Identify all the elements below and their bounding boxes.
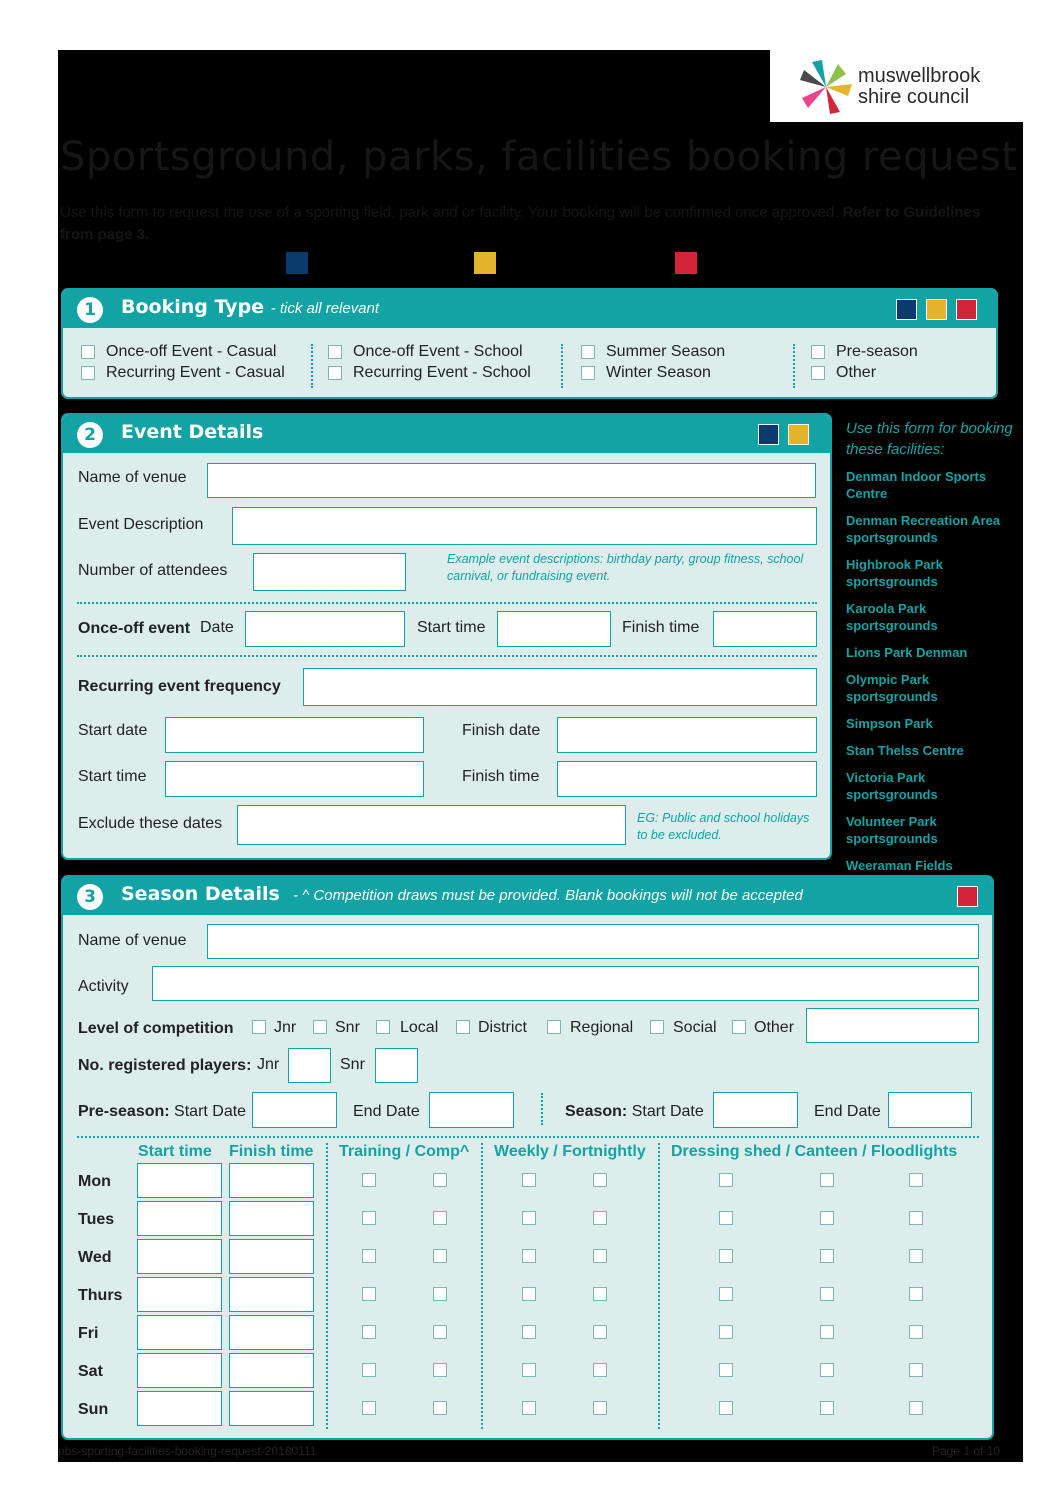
- column-finish-time: Finish time: [229, 1143, 314, 1160]
- checkbox-comp[interactable]: [433, 1325, 447, 1339]
- checkbox-weekly[interactable]: [522, 1211, 536, 1225]
- checkbox-fortnightly[interactable]: [593, 1173, 607, 1187]
- level-label: Level of competition: [78, 1020, 234, 1037]
- day-label: Sun: [78, 1401, 109, 1418]
- facilities-list: [846, 418, 1016, 901]
- facility-item: Olympic Park sportsgrounds: [846, 672, 938, 704]
- season-end-label: End Date: [814, 1103, 881, 1120]
- example-hint: Example event descriptions: birthday party, group fitness, school carnival, or fundraising event.: [447, 552, 804, 583]
- checkbox-training[interactable]: [362, 1325, 376, 1339]
- event-details-section: [61, 413, 832, 860]
- checkbox-dressing-shed[interactable]: [719, 1249, 733, 1263]
- start-time-input[interactable]: [137, 1277, 222, 1312]
- level-option: Snr: [335, 1019, 360, 1036]
- option-label: Summer Season: [606, 343, 726, 360]
- checkbox-recurring-casual[interactable]: [81, 366, 95, 380]
- start-time-input[interactable]: [137, 1163, 222, 1198]
- once-off-date-input[interactable]: [245, 611, 405, 647]
- level-option: District: [478, 1019, 527, 1036]
- recurring-finish-date-input[interactable]: [557, 717, 817, 753]
- exclude-dates-input[interactable]: [237, 805, 626, 845]
- date-label: Date: [200, 619, 234, 636]
- season-start-input[interactable]: [713, 1092, 798, 1128]
- checkbox-training[interactable]: [362, 1363, 376, 1377]
- facility-item: Denman Indoor Sports Centre: [846, 469, 987, 501]
- checkbox-fortnightly[interactable]: [593, 1249, 607, 1263]
- level-other-input[interactable]: [806, 1008, 979, 1043]
- players-snr-input[interactable]: [375, 1048, 418, 1083]
- facility-item: Lions Park Denman: [846, 645, 968, 660]
- checkbox-dressing-shed[interactable]: [719, 1211, 733, 1225]
- section-number: 2: [77, 422, 103, 448]
- checkbox-level-other[interactable]: [732, 1020, 746, 1034]
- checkbox-level-snr[interactable]: [313, 1020, 327, 1034]
- council-logo-text: [858, 66, 980, 108]
- activity-label: Activity: [78, 978, 129, 995]
- facility-item: Karoola Park sportsgrounds: [846, 601, 938, 633]
- checkbox-training[interactable]: [362, 1173, 376, 1187]
- section-number: 3: [77, 884, 103, 910]
- checkbox-summer-season[interactable]: [581, 345, 595, 359]
- checkbox-weekly[interactable]: [522, 1363, 536, 1377]
- checkbox-comp[interactable]: [433, 1249, 447, 1263]
- start-time-input[interactable]: [137, 1315, 222, 1350]
- header-yellow-square: [788, 424, 809, 445]
- checkbox-pre-season[interactable]: [811, 345, 825, 359]
- divider: [77, 655, 817, 657]
- option-label: Pre-season: [836, 343, 918, 360]
- description-input[interactable]: [232, 507, 817, 545]
- checkbox-comp[interactable]: [433, 1173, 447, 1187]
- venue-label: Name of venue: [78, 932, 187, 949]
- checkbox-comp[interactable]: [433, 1401, 447, 1415]
- preseason-end-input[interactable]: [429, 1092, 514, 1128]
- activity-input[interactable]: [152, 966, 979, 1001]
- checkbox-dressing-shed[interactable]: [719, 1325, 733, 1339]
- frequency-input[interactable]: [303, 668, 817, 706]
- facility-item: Stan Thelss Centre: [846, 743, 964, 758]
- footer-page-number: Page 1 of 10: [932, 1444, 1001, 1458]
- start-time-input[interactable]: [137, 1391, 222, 1426]
- start-time-input[interactable]: [137, 1353, 222, 1388]
- players-jnr-input[interactable]: [288, 1048, 331, 1083]
- facility-item: Victoria Park sportsgrounds: [846, 770, 938, 802]
- level-option: Regional: [570, 1019, 634, 1036]
- day-label: Mon: [78, 1173, 111, 1190]
- frequency-label: Recurring event frequency: [78, 678, 281, 695]
- option-label: Winter Season: [606, 364, 711, 381]
- players-label: No. registered players:: [78, 1057, 252, 1074]
- divider: [311, 344, 313, 388]
- finish-time-input[interactable]: [229, 1239, 314, 1274]
- finish-time-input[interactable]: [229, 1353, 314, 1388]
- checkbox-fortnightly[interactable]: [593, 1363, 607, 1377]
- checkbox-recurring-school[interactable]: [328, 366, 342, 380]
- divider: [561, 344, 563, 388]
- header-red-square: [957, 886, 978, 907]
- checkbox-training[interactable]: [362, 1249, 376, 1263]
- facility-item: Highbrook Park sportsgrounds: [846, 557, 943, 589]
- checkbox-canteen[interactable]: [820, 1249, 834, 1263]
- section-number: 1: [77, 297, 103, 323]
- checkbox-level-local[interactable]: [376, 1020, 390, 1034]
- header-navy-square: [758, 424, 779, 445]
- finish-time-input[interactable]: [229, 1163, 314, 1198]
- preseason-start-input[interactable]: [252, 1092, 337, 1128]
- start-time-input[interactable]: [137, 1201, 222, 1236]
- finish-time-input[interactable]: [229, 1277, 314, 1312]
- logo-line-2: shire council: [858, 86, 970, 108]
- booking-type-section: [61, 288, 998, 399]
- venue-input[interactable]: [207, 463, 816, 498]
- checkbox-level-jnr[interactable]: [252, 1020, 266, 1034]
- footer-document-code: pbs-sporting-facilities-booking-request-20180111: [58, 1444, 317, 1458]
- start-time-label: Start time: [417, 619, 486, 636]
- start-time-label: Start time: [78, 768, 147, 785]
- checkbox-level-regional[interactable]: [547, 1020, 561, 1034]
- recurring-start-time-input[interactable]: [165, 761, 424, 797]
- checkbox-canteen[interactable]: [820, 1211, 834, 1225]
- divider: [658, 1143, 660, 1429]
- checkbox-canteen[interactable]: [820, 1173, 834, 1187]
- option-label: Recurring Event - Casual: [106, 364, 285, 381]
- facility-item: Simpson Park: [846, 716, 933, 731]
- checkbox-once-off-school[interactable]: [328, 345, 342, 359]
- facility-item: Denman Recreation Area sportsgrounds: [846, 513, 1001, 545]
- recurring-finish-time-input[interactable]: [557, 761, 817, 797]
- checkbox-once-off-casual[interactable]: [81, 345, 95, 359]
- section-header: [63, 415, 830, 453]
- facility-item: Weeraman Fields: [846, 858, 953, 873]
- facility-item: Volunteer Park sportsgrounds: [846, 814, 938, 846]
- checkbox-floodlights[interactable]: [909, 1211, 923, 1225]
- venue-label: Name of venue: [78, 469, 187, 486]
- level-option: Local: [400, 1019, 439, 1036]
- checkbox-dressing-shed[interactable]: [719, 1401, 733, 1415]
- header-yellow-square: [926, 299, 947, 320]
- option-label: Other: [836, 364, 877, 381]
- description-label: Event Description: [78, 516, 204, 533]
- section-title: Season Details - ^ Competition draws must be provided. Blank bookings will not be accepted: [121, 883, 803, 905]
- column-start-time: Start time: [138, 1143, 212, 1160]
- option-label: Once-off Event - Casual: [106, 343, 277, 360]
- page-title: Sportsground, parks, facilities booking request: [60, 134, 1018, 180]
- checkbox-level-social[interactable]: [650, 1020, 664, 1034]
- checkbox-floodlights[interactable]: [909, 1287, 923, 1301]
- checkbox-weekly[interactable]: [522, 1287, 536, 1301]
- level-option: Other: [754, 1019, 795, 1036]
- divider: [77, 602, 817, 604]
- checkbox-dressing-shed[interactable]: [719, 1363, 733, 1377]
- attendees-input[interactable]: [253, 553, 406, 591]
- finish-time-input[interactable]: [229, 1315, 314, 1350]
- exclude-dates-label: Exclude these dates: [78, 815, 223, 832]
- checkbox-floodlights[interactable]: [909, 1363, 923, 1377]
- legend-red-square: [675, 252, 697, 274]
- option-label: Once-off Event - School: [353, 343, 523, 360]
- finish-time-label: Finish time: [622, 619, 700, 636]
- checkbox-floodlights[interactable]: [909, 1173, 923, 1187]
- intro-text: [60, 202, 1005, 246]
- finish-time-input[interactable]: [229, 1201, 314, 1236]
- checkbox-canteen[interactable]: [820, 1325, 834, 1339]
- checkbox-floodlights[interactable]: [909, 1401, 923, 1415]
- section-title: Event Details: [121, 421, 264, 443]
- checkbox-canteen[interactable]: [820, 1401, 834, 1415]
- exclude-hint: EG: Public and school holidays to be excluded.: [637, 811, 810, 842]
- level-option: Jnr: [274, 1019, 297, 1036]
- facilities-heading: Use this form for booking these facilities:: [846, 420, 1013, 458]
- checkbox-floodlights[interactable]: [909, 1249, 923, 1263]
- section-title: Booking Type - tick all relevant: [121, 296, 380, 318]
- day-label: Sat: [78, 1363, 103, 1380]
- header-navy-square: [896, 299, 917, 320]
- checkbox-training[interactable]: [362, 1287, 376, 1301]
- option-label: Recurring Event - School: [353, 364, 531, 381]
- recurring-start-date-input[interactable]: [165, 717, 424, 753]
- checkbox-other[interactable]: [811, 366, 825, 380]
- checkbox-winter-season[interactable]: [581, 366, 595, 380]
- season-label: Season: Start Date: [565, 1103, 704, 1120]
- start-date-label: Start date: [78, 722, 148, 739]
- season-details-section: [61, 875, 994, 1440]
- once-off-label: Once-off event: [78, 620, 191, 637]
- column-weekly-fortnightly: Weekly / Fortnightly: [494, 1143, 646, 1160]
- divider: [77, 1136, 979, 1138]
- level-option: Social: [673, 1019, 717, 1036]
- once-off-start-time-input[interactable]: [497, 611, 611, 647]
- season-end-input[interactable]: [888, 1092, 972, 1128]
- council-logo-icon: [798, 58, 854, 116]
- checkbox-weekly[interactable]: [522, 1325, 536, 1339]
- day-label: Wed: [78, 1249, 112, 1266]
- finish-time-input[interactable]: [229, 1391, 314, 1426]
- legend-yellow-square: [474, 252, 496, 274]
- checkbox-training[interactable]: [362, 1401, 376, 1415]
- players-jnr-label: Jnr: [257, 1056, 280, 1073]
- checkbox-fortnightly[interactable]: [593, 1325, 607, 1339]
- checkbox-fortnightly[interactable]: [593, 1401, 607, 1415]
- section-header: [63, 290, 996, 328]
- finish-time-label: Finish time: [462, 768, 540, 785]
- preseason-label: Pre-season: Start Date: [78, 1103, 247, 1120]
- once-off-finish-time-input[interactable]: [713, 611, 817, 647]
- divider: [541, 1093, 543, 1125]
- column-training-comp: Training / Comp^: [339, 1143, 470, 1160]
- divider: [326, 1143, 328, 1429]
- logo-line-1: muswellbrook: [858, 65, 981, 87]
- checkbox-fortnightly[interactable]: [593, 1211, 607, 1225]
- checkbox-dressing-shed[interactable]: [719, 1287, 733, 1301]
- players-snr-label: Snr: [340, 1056, 365, 1073]
- checkbox-canteen[interactable]: [820, 1363, 834, 1377]
- intro-refer: Refer to Guidelines from page 3.: [60, 204, 981, 243]
- checkbox-dressing-shed[interactable]: [719, 1173, 733, 1187]
- day-label: Fri: [78, 1325, 99, 1342]
- day-label: Thurs: [78, 1287, 123, 1304]
- section-header: [63, 877, 992, 915]
- intro-body: Use this form to request the use of a sporting field, park and or facility. Your booking will be confirmed once approved.: [60, 204, 839, 221]
- checkbox-weekly[interactable]: [522, 1173, 536, 1187]
- header-red-square: [956, 299, 977, 320]
- divider: [793, 344, 795, 388]
- attendees-label: Number of attendees: [78, 562, 228, 579]
- checkbox-comp[interactable]: [433, 1287, 447, 1301]
- checkbox-level-district[interactable]: [456, 1020, 470, 1034]
- finish-date-label: Finish date: [462, 722, 541, 739]
- checkbox-training[interactable]: [362, 1211, 376, 1225]
- day-label: Tues: [78, 1211, 115, 1228]
- season-venue-input[interactable]: [207, 924, 979, 959]
- checkbox-weekly[interactable]: [522, 1249, 536, 1263]
- legend-navy-square: [286, 252, 308, 274]
- checkbox-fortnightly[interactable]: [593, 1287, 607, 1301]
- preseason-end-label: End Date: [353, 1103, 420, 1120]
- checkbox-weekly[interactable]: [522, 1401, 536, 1415]
- start-time-input[interactable]: [137, 1239, 222, 1274]
- divider: [481, 1143, 483, 1429]
- checkbox-comp[interactable]: [433, 1211, 447, 1225]
- checkbox-canteen[interactable]: [820, 1287, 834, 1301]
- column-facilities: Dressing shed / Canteen / Floodlights: [671, 1143, 958, 1160]
- checkbox-floodlights[interactable]: [909, 1325, 923, 1339]
- checkbox-comp[interactable]: [433, 1363, 447, 1377]
